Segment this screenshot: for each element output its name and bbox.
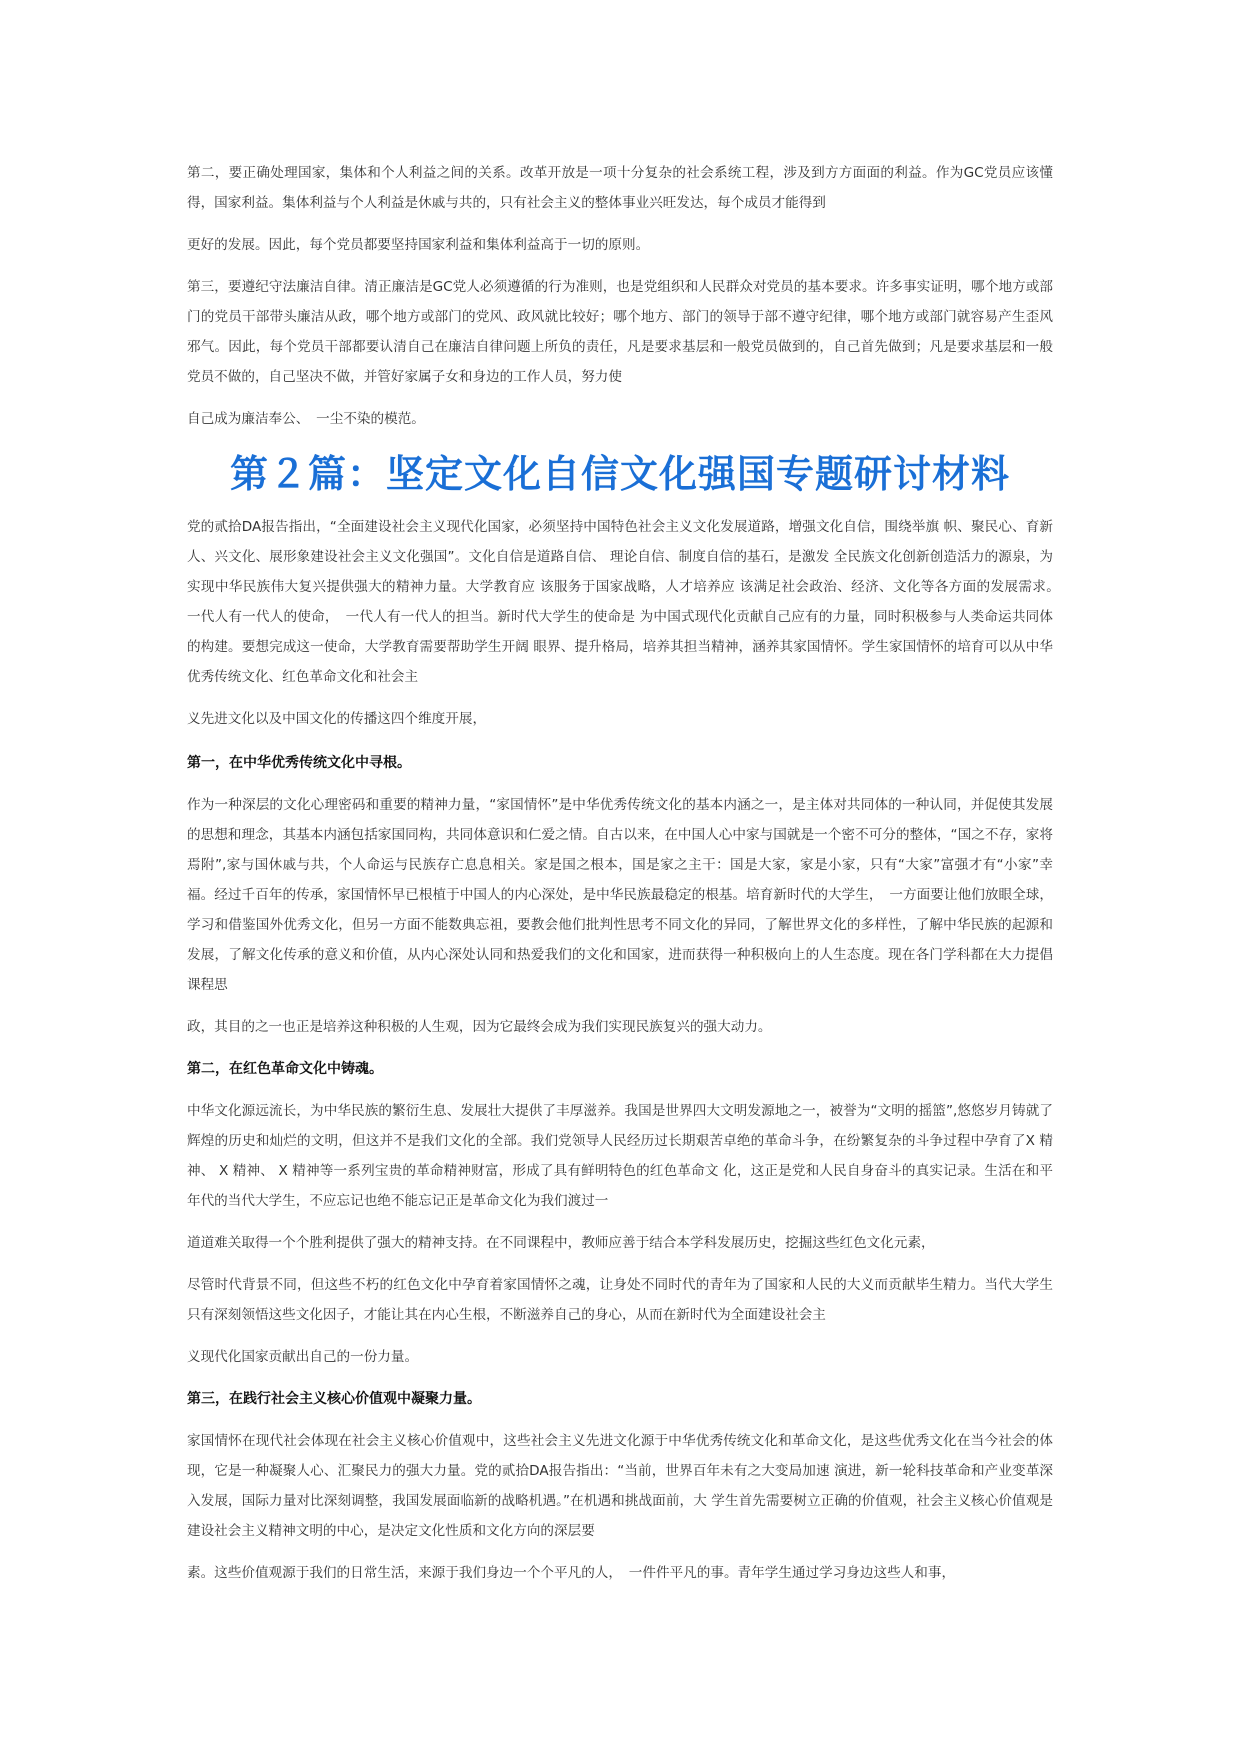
paragraph: 第三，要遵纪守法廉洁自律。清正廉洁是GC党人必须遵循的行为准则，也是党组织和人民群众对党员的基本要求。许多事实证明，哪个地方或部门的党员干部带头廉洁从政，哪个地方或部门的党风、政风就比较好；哪个地方、部门的领导于部不遵守纪律，哪个地方或部门就容易产生歪风邪气。因此，每个党员干部都要认清自己在廉洁自律问题上所负的责任，凡是要求基层和一般党员做到的，自己首先做到；凡是要求基层和一般党员不做的，自己坚决不做，并管好家属子女和身边的工作人员，努力使 [187, 279, 1053, 385]
document-page [187, 158, 1067, 1588]
paragraph: 作为一种深层的文化心理密码和重要的精神力量，“家国情怀”是中华优秀传统文化的基本内涵之一，是主体对共同体的一种认同，并促使其发展的思想和理念，其基本内涵包括家国同构，共同体意识和仁爱之情。自古以来，在中国人心中家与国就是一个密不可分的整体，“国之不存，家将焉附”,家与国休戚与共，个人命运与民族存亡息息相关。家是国之根本，国是家之主干：国是大家，家是小家，只有“大家”富强才有“小家”幸福。经过千百年的传承，家国情怀早已根植于中国人的内心深处，是中华民族最稳定的根基。培育新时代的大学生， 一方面要让他们放眼全球，学习和借鉴国外优秀文化，但另一方面不能数典忘祖，要教会他们批判性思考不同文化的异同，了解世界文化的多样性，了解中华民族的起源和发展，了解文化传承的意义和价值，从内心深处认同和热爱我们的文化和国家，进而获得一种积极向上的人生态度。现在各门学科都在大力提倡课程思 [187, 797, 1053, 993]
paragraph: 第二，要正确处理国家，集体和个人利益之间的关系。改革开放是一项十分复杂的社会系统工程，涉及到方方面面的利益。作为GC党员应该懂得，国家利益。集体利益与个人利益是休戚与共的，只有社会主义的整体事业兴旺发达，每个成员才能得到 [187, 165, 1053, 211]
section-heading: 第二，在红色革命文化中铸魂。 [187, 1061, 383, 1077]
paragraph: 义先进文化以及中国文化的传播这四个维度开展， [187, 711, 487, 727]
section-heading: 第一，在中华优秀传统文化中寻根。 [187, 755, 411, 771]
paragraph: 中华文化源远流长，为中华民族的繁衍生息、发展壮大提供了丰厚滋养。我国是世界四大文明发源地之一，被誉为“文明的摇篮”,悠悠岁月铸就了辉煌的历史和灿烂的文明，但这并不是我们文化的全部。我们党领导人民经历过长期艰苦卓绝的革命斗争，在纷繁复杂的斗争过程中孕育了X 精神、 X 精神、 X 精神等一系列宝贵的革命精神财富，形成了具有鲜明特色的红色革命文 化，这正是党和人民自身奋斗的真实记录。生活在和平年代的当代大学生，不应忘记也绝不能忘记正是革命文化为我们渡过一 [187, 1103, 1053, 1209]
paragraph: 党的贰拾DA报告指出，“全面建设社会主义现代化国家，必须坚持中国特色社会主义文化发展道路，增强文化自信，围绕举旗 帜、聚民心、育新人、兴文化、展形象建设社会主义文化强国”。文化自信是道路自信、 理论自信、制度自信的基石，是激发 全民族文化创新创造活力的源泉，为实现中华民族伟大复兴提供强大的精神力量。大学教育应 该服务于国家战略，人才培养应 该满足社会政治、经济、文化等各方面的发展需求。 一代人有一代人的使命， 一代人有一代人的担当。新时代大学生的使命是 为中国式现代化贡献自己应有的力量，同时积极参与人类命运共同体的构建。要想完成这一使命，大学教育需要帮助学生开阔 眼界、提升格局，培养其担当精神，涵养其家国情怀。学生家国情怀的培育可以从中华优秀传统文化、红色革命文化和社会主 [187, 519, 1067, 685]
paragraph: 自己成为廉洁奉公、 一尘不染的模范。 [187, 411, 425, 427]
paragraph: 更好的发展。因此，每个党员都要坚持国家利益和集体利益高于一切的原则。 [187, 237, 650, 253]
paragraph: 家国情怀在现代社会体现在社会主义核心价值观中，这些社会主义先进文化源于中华优秀传统文化和革命文化，是这些优秀文化在当今社会的体现，它是一种凝聚人心、汇聚民力的强大力量。党的贰拾DA报告指出：“当前，世界百年未有之大变局加速 演进，新一轮科技革命和产业变革深入发展，国际力量对比深刻调整，我国发展面临新的战略机遇。”在机遇和挑战面前，大 学生首先需要树立正确的价值观，社会主义核心价值观是建设社会主义精神文明的中心，是决定文化性质和文化方向的深层要 [187, 1433, 1053, 1539]
paragraph: 尽管时代背景不同，但这些不朽的红色文化中孕育着家国情怀之魂，让身处不同时代的青年为了国家和人民的大义而贡献毕生精力。当代大学生只有深刻领悟这些文化因子，才能让其在内心生根，不断滋养自己的身心，从而在新时代为全面建设社会主 [187, 1277, 1053, 1323]
paragraph: 义现代化国家贡献出自己的一份力量。 [187, 1349, 419, 1365]
paragraph: 素。这些价值观源于我们的日常生活，来源于我们身边一个个平凡的人， 一件件平凡的事。青年学生通过学习身边这些人和事， [187, 1565, 956, 1581]
paragraph: 道道难关取得一个个胜利提供了强大的精神支持。在不同课程中，教师应善于结合本学科发展历史，挖掘这些红色文化元素， [187, 1235, 935, 1251]
article-title: 第２篇：坚定文化自信文化强国专题研讨材料 [229, 451, 1010, 496]
paragraph: 政，其目的之一也正是培养这种积极的人生观，因为它最终会成为我们实现民族复兴的强大动力。 [187, 1019, 772, 1035]
section-heading: 第三，在践行社会主义核心价值观中凝聚力量。 [187, 1391, 481, 1407]
